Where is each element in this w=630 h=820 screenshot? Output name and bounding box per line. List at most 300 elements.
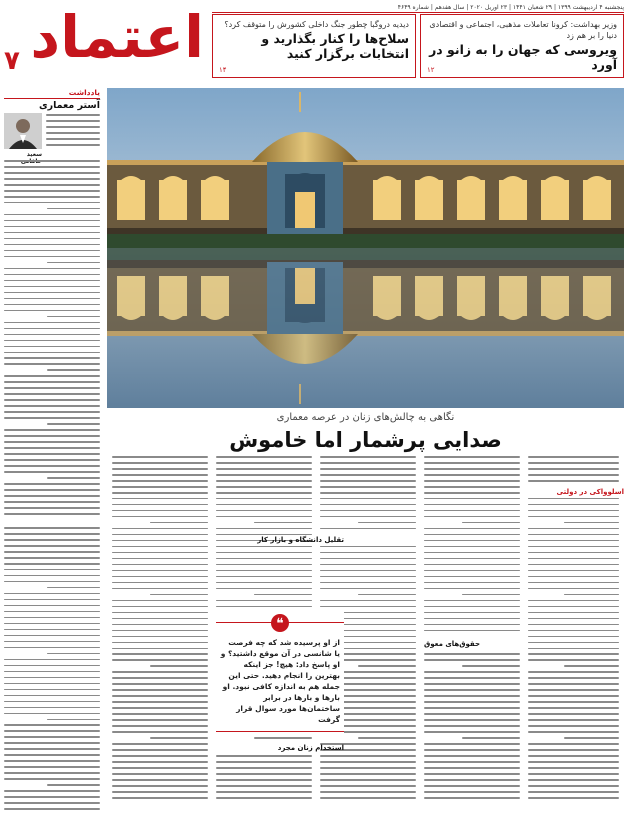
text-line xyxy=(320,588,416,590)
text-line xyxy=(320,797,416,799)
text-line xyxy=(216,570,312,572)
text-line xyxy=(4,730,100,732)
text-line xyxy=(4,250,100,252)
text-line xyxy=(112,576,208,578)
text-line xyxy=(424,719,520,721)
text-line xyxy=(320,492,416,494)
text-line xyxy=(462,665,520,667)
text-line xyxy=(424,731,520,733)
text-line xyxy=(358,522,416,524)
text-line xyxy=(4,599,100,601)
text-line xyxy=(4,736,100,738)
text-line xyxy=(4,707,100,709)
text-line xyxy=(4,695,100,697)
text-line xyxy=(4,453,100,455)
teaser-kicker: وزیر بهداشت: کرونا تعاملات مذهبی، اجتماعی و اقتصادی دنیا را بر هم زد xyxy=(429,20,617,40)
pull-quote: از او پرسیده شد که چه فرصت یا شانسی در آن موقع داشتید؟ و او پاسخ داد: هیچ! جز اینکه بهترین را انجام دهید. حتی این جمله هم به اندازه کافی نبود. او بارها و بارها در برابر ساختمان‌ها مورد سوال قرار گرفت xyxy=(216,622,344,732)
text-line xyxy=(254,737,312,739)
text-line xyxy=(47,208,100,210)
text-line xyxy=(424,516,520,518)
text-line xyxy=(424,600,520,602)
text-line xyxy=(4,557,100,559)
teaser-headline: ویروسی که جهان را به زانو در آورد xyxy=(429,42,617,72)
dateline: پنجشنبه ۴ اردیبهشت ۱۳۹۹ | ۲۹ شعبان ۱۴۴۱ | ۲۳ آوریل ۲۰۲۰ | سال هفدهم | شماره ۴۶۴۹ xyxy=(397,4,624,11)
text-line xyxy=(4,160,100,162)
text-line xyxy=(4,617,100,619)
text-line xyxy=(4,268,100,270)
text-line xyxy=(4,226,100,228)
text-line xyxy=(4,417,100,419)
text-line xyxy=(424,630,520,632)
text-line xyxy=(47,719,100,721)
text-line xyxy=(528,719,619,721)
text-line xyxy=(320,474,416,476)
article-kicker: نگاهی به چالش‌های زنان در عرصه معماری xyxy=(276,412,455,423)
text-line xyxy=(4,713,100,715)
text-line xyxy=(4,459,100,461)
text-line xyxy=(4,274,100,276)
text-line xyxy=(528,636,619,638)
text-line xyxy=(528,755,619,757)
page-number: ۷ xyxy=(4,46,20,76)
text-line xyxy=(4,256,100,258)
text-line xyxy=(528,630,619,632)
article-column xyxy=(528,456,619,816)
text-line xyxy=(424,653,520,655)
text-line xyxy=(462,594,520,596)
text-line xyxy=(424,606,520,608)
text-line xyxy=(47,316,100,318)
text-line xyxy=(4,286,100,288)
sidebar-lower-column xyxy=(4,527,100,817)
text-line xyxy=(320,504,416,506)
text-line xyxy=(216,480,312,482)
text-line xyxy=(528,743,619,745)
text-line xyxy=(112,618,208,620)
text-line xyxy=(4,665,100,667)
text-line xyxy=(424,558,520,560)
author-name: سعید xyxy=(26,151,42,158)
text-line xyxy=(528,558,619,560)
text-line xyxy=(150,737,208,739)
text-line xyxy=(4,399,100,401)
text-line xyxy=(320,570,416,572)
text-line xyxy=(358,737,416,739)
text-line xyxy=(4,575,100,577)
text-line xyxy=(4,766,100,768)
subhead-rights: حقوق‌های معوق xyxy=(424,640,480,648)
text-line xyxy=(4,808,100,810)
text-line xyxy=(528,618,619,620)
sidebar-body-text xyxy=(4,160,100,522)
text-line xyxy=(528,731,619,733)
text-line xyxy=(424,713,520,715)
text-line xyxy=(4,772,100,774)
text-line xyxy=(216,462,312,464)
text-line xyxy=(320,606,416,608)
text-line xyxy=(358,594,416,596)
text-line xyxy=(216,528,312,530)
text-line xyxy=(112,534,208,536)
text-line xyxy=(528,576,619,578)
text-line xyxy=(216,588,312,590)
text-line xyxy=(4,701,100,703)
text-line xyxy=(4,357,100,359)
text-line xyxy=(528,791,619,793)
text-line xyxy=(564,522,619,524)
text-line xyxy=(216,492,312,494)
teaser-box-1[interactable] xyxy=(420,14,624,78)
teaser-page-ref: ۱۴ xyxy=(219,66,227,74)
text-line xyxy=(112,630,208,632)
text-line xyxy=(424,707,520,709)
text-line xyxy=(320,552,416,554)
text-line xyxy=(112,767,208,769)
text-line xyxy=(4,232,100,234)
text-line xyxy=(216,576,312,578)
text-line xyxy=(424,570,520,572)
text-line xyxy=(528,707,619,709)
text-line xyxy=(216,510,312,512)
text-line xyxy=(112,600,208,602)
text-line xyxy=(4,802,100,804)
text-line xyxy=(4,322,100,324)
text-line xyxy=(216,600,312,602)
text-line xyxy=(528,773,619,775)
text-line xyxy=(112,797,208,799)
text-line xyxy=(4,533,100,535)
text-line xyxy=(112,588,208,590)
text-line xyxy=(320,791,416,793)
text-line xyxy=(112,546,208,548)
text-line xyxy=(150,665,208,667)
text-line xyxy=(4,742,100,744)
text-line xyxy=(112,606,208,608)
text-line xyxy=(320,582,416,584)
article-body xyxy=(107,456,624,816)
text-line xyxy=(4,405,100,407)
quote-mark-icon: ❝ xyxy=(271,614,289,632)
text-line xyxy=(424,677,520,679)
text-line xyxy=(320,510,416,512)
text-line xyxy=(4,641,100,643)
text-line xyxy=(424,773,520,775)
text-line xyxy=(112,677,208,679)
text-line xyxy=(424,725,520,727)
text-line xyxy=(112,612,208,614)
text-line xyxy=(4,483,100,485)
text-line xyxy=(4,563,100,565)
text-line xyxy=(528,659,619,661)
text-line xyxy=(528,462,619,464)
text-line xyxy=(4,220,100,222)
text-line xyxy=(528,498,619,500)
text-line xyxy=(4,381,100,383)
text-line xyxy=(528,725,619,727)
text-line xyxy=(424,743,520,745)
text-line xyxy=(528,779,619,781)
text-line xyxy=(424,576,520,578)
text-line xyxy=(4,623,100,625)
text-line xyxy=(528,606,619,608)
text-line xyxy=(4,671,100,673)
text-line xyxy=(4,689,100,691)
text-line xyxy=(424,701,520,703)
text-line xyxy=(4,346,100,348)
masthead-logo xyxy=(4,3,204,84)
text-line xyxy=(424,767,520,769)
text-line xyxy=(4,495,100,497)
text-line xyxy=(112,749,208,751)
text-line xyxy=(528,648,619,650)
text-line xyxy=(4,683,100,685)
text-line xyxy=(528,749,619,751)
text-line xyxy=(4,190,100,192)
text-line xyxy=(424,659,520,661)
text-line xyxy=(4,569,100,571)
text-line xyxy=(112,701,208,703)
text-line xyxy=(47,369,100,371)
text-line xyxy=(216,779,312,781)
text-line xyxy=(528,624,619,626)
text-line xyxy=(528,510,619,512)
text-line xyxy=(112,683,208,685)
text-line xyxy=(320,761,416,763)
text-line xyxy=(112,773,208,775)
text-line xyxy=(216,797,312,799)
article-headline: صدایی پرشمار اما خاموش xyxy=(229,428,502,452)
text-line xyxy=(528,689,619,691)
text-line xyxy=(528,516,619,518)
text-line xyxy=(424,624,520,626)
text-line xyxy=(528,534,619,536)
text-line xyxy=(4,238,100,240)
text-line xyxy=(216,582,312,584)
text-line xyxy=(528,695,619,697)
text-line xyxy=(4,166,100,168)
text-line xyxy=(528,582,619,584)
text-line xyxy=(320,498,416,500)
text-line xyxy=(4,393,100,395)
text-line xyxy=(320,779,416,781)
text-line xyxy=(4,489,100,491)
text-line xyxy=(112,707,208,709)
text-line xyxy=(216,767,312,769)
text-line xyxy=(4,411,100,413)
text-line xyxy=(112,528,208,530)
text-line xyxy=(112,564,208,566)
text-line xyxy=(320,480,416,482)
text-line xyxy=(528,677,619,679)
text-line xyxy=(4,214,100,216)
text-line xyxy=(4,375,100,377)
text-line xyxy=(4,629,100,631)
text-line xyxy=(4,635,100,637)
text-line xyxy=(112,498,208,500)
text-line xyxy=(4,471,100,473)
text-line xyxy=(528,713,619,715)
text-line xyxy=(4,647,100,649)
masthead-rule xyxy=(212,12,624,13)
text-line xyxy=(216,785,312,787)
text-line xyxy=(424,749,520,751)
text-line xyxy=(528,480,619,482)
text-line xyxy=(528,701,619,703)
text-line xyxy=(216,516,312,518)
logo-wordmark: اعتماد xyxy=(30,3,204,71)
text-line xyxy=(4,298,100,300)
text-line xyxy=(4,280,100,282)
text-line xyxy=(320,456,416,458)
text-line xyxy=(4,178,100,180)
text-line xyxy=(320,486,416,488)
text-line xyxy=(216,468,312,470)
text-line xyxy=(528,468,619,470)
text-line xyxy=(320,528,416,530)
text-line xyxy=(320,785,416,787)
text-line xyxy=(424,498,520,500)
text-line xyxy=(47,653,100,655)
author-photo xyxy=(4,113,42,149)
text-line xyxy=(112,624,208,626)
text-line xyxy=(4,545,100,547)
text-line xyxy=(528,797,619,799)
text-line xyxy=(112,659,208,661)
text-line xyxy=(528,474,619,476)
text-line xyxy=(216,761,312,763)
text-line xyxy=(112,642,208,644)
text-line xyxy=(4,611,100,613)
text-line xyxy=(4,304,100,306)
text-line xyxy=(112,653,208,655)
section-tag: یادداشت xyxy=(4,88,100,99)
text-line xyxy=(216,773,312,775)
text-line xyxy=(424,504,520,506)
text-line xyxy=(4,527,100,529)
text-line xyxy=(4,581,100,583)
column-title: آستر معماری xyxy=(38,100,100,111)
text-line xyxy=(150,522,208,524)
text-line xyxy=(564,737,619,739)
text-line xyxy=(320,462,416,464)
text-line xyxy=(528,761,619,763)
text-line xyxy=(216,606,312,608)
text-line xyxy=(112,725,208,727)
text-line xyxy=(564,665,619,667)
avatar-icon xyxy=(4,113,42,149)
text-line xyxy=(4,790,100,792)
subhead-market: تقلیل دانشگاه و بازار کار xyxy=(257,536,344,544)
text-line xyxy=(112,755,208,757)
text-line xyxy=(254,522,312,524)
teaser-box-2[interactable] xyxy=(212,14,416,78)
text-line xyxy=(424,755,520,757)
text-line xyxy=(424,797,520,799)
text-line xyxy=(528,570,619,572)
text-line xyxy=(4,659,100,661)
teaser-kicker: دیدیه دروگبا چطور جنگ داخلی کشورش را متوقف کرد؟ xyxy=(224,20,409,29)
text-line xyxy=(320,516,416,518)
text-line xyxy=(4,310,100,312)
text-line xyxy=(4,551,100,553)
text-line xyxy=(150,594,208,596)
text-line xyxy=(112,731,208,733)
text-line xyxy=(4,447,100,449)
text-line xyxy=(528,653,619,655)
text-line xyxy=(424,510,520,512)
text-line xyxy=(462,737,520,739)
text-line xyxy=(112,648,208,650)
subhead-bottom: استخدام زنان مجرد xyxy=(277,744,344,752)
text-line xyxy=(320,546,416,548)
text-line xyxy=(320,564,416,566)
text-line xyxy=(112,743,208,745)
sidebar-intro-text xyxy=(46,114,100,154)
text-line xyxy=(424,480,520,482)
mosque-reflection-photo xyxy=(107,88,624,408)
text-line xyxy=(112,713,208,715)
text-line xyxy=(112,695,208,697)
text-line xyxy=(424,474,520,476)
text-line xyxy=(424,546,520,548)
text-line xyxy=(4,796,100,798)
text-line xyxy=(528,642,619,644)
text-line xyxy=(320,576,416,578)
text-line xyxy=(424,671,520,673)
text-line xyxy=(462,522,520,524)
text-line xyxy=(528,552,619,554)
text-line xyxy=(112,582,208,584)
text-line xyxy=(528,528,619,530)
text-line xyxy=(112,761,208,763)
text-line xyxy=(528,612,619,614)
text-line xyxy=(216,546,312,548)
text-line xyxy=(424,456,520,458)
text-line xyxy=(4,172,100,174)
text-line xyxy=(4,202,100,204)
text-line xyxy=(564,594,619,596)
text-line xyxy=(4,778,100,780)
text-line xyxy=(424,779,520,781)
text-line xyxy=(112,468,208,470)
text-line xyxy=(4,513,100,515)
text-line xyxy=(358,665,416,667)
text-line xyxy=(424,695,520,697)
text-line xyxy=(112,486,208,488)
text-line xyxy=(320,773,416,775)
subhead-column: اسلوواکی در دولتی xyxy=(556,488,624,496)
text-line xyxy=(424,683,520,685)
text-line xyxy=(4,435,100,437)
text-line xyxy=(112,689,208,691)
text-line xyxy=(4,184,100,186)
text-line xyxy=(112,462,208,464)
text-line xyxy=(4,292,100,294)
text-line xyxy=(424,582,520,584)
text-line xyxy=(424,791,520,793)
text-line xyxy=(424,528,520,530)
text-line xyxy=(4,748,100,750)
text-line xyxy=(216,504,312,506)
text-line xyxy=(424,564,520,566)
text-line xyxy=(216,498,312,500)
text-line xyxy=(4,501,100,503)
text-line xyxy=(4,334,100,336)
text-line xyxy=(112,510,208,512)
text-line xyxy=(4,724,100,726)
text-line xyxy=(47,587,100,589)
text-line xyxy=(4,465,100,467)
